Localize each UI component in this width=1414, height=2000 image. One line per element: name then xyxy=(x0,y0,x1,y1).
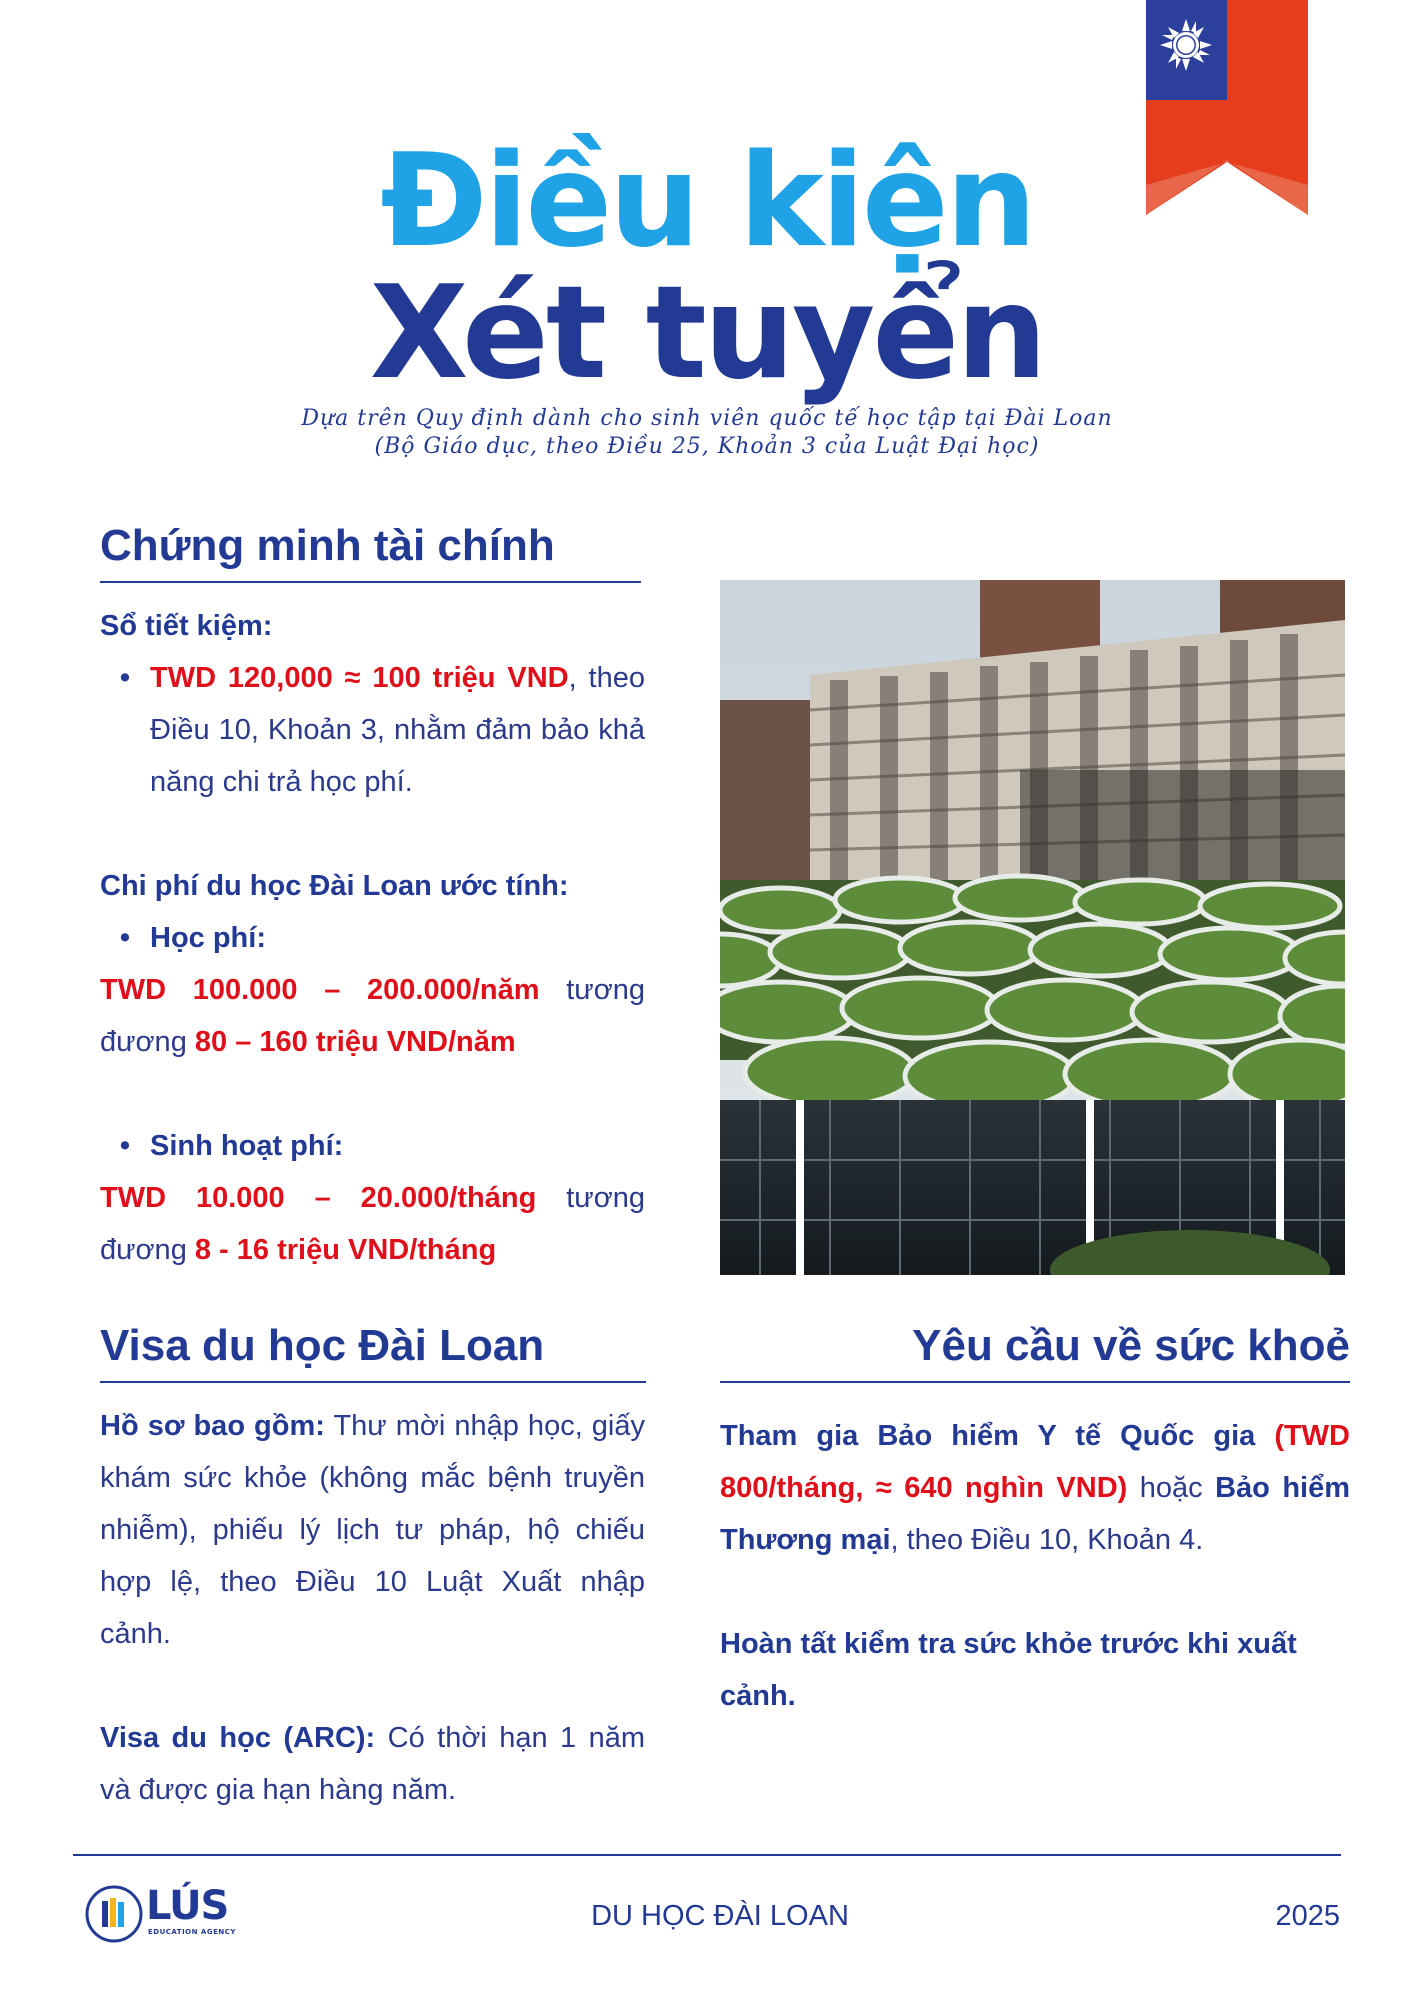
campus-building-photo xyxy=(720,580,1345,1275)
footer-year: 2025 xyxy=(1275,1900,1340,1932)
health-body xyxy=(720,1410,1350,1722)
finance-divider xyxy=(100,581,641,583)
finance-heading: Chứng minh tài chính xyxy=(100,521,555,570)
cost-label: Chi phí du học Đài Loan ước tính: xyxy=(100,870,569,902)
health-p1-bold1: Tham gia Bảo hiểm Y tế Quốc gia xyxy=(720,1420,1275,1452)
visa-arc-label: Visa du học (ARC): xyxy=(100,1722,376,1754)
visa-docs-label: Hồ sơ bao gồm: xyxy=(100,1410,325,1442)
visa-arc-text: Có thời hạn 1 năm và được gia hạn hàng năm. xyxy=(100,1722,646,1806)
tuition-label: Học phí: xyxy=(150,922,266,954)
health-p1-rest: , theo Điều 10, Khoản 4. xyxy=(890,1524,1204,1556)
health-heading: Yêu cầu về sức khoẻ xyxy=(912,1321,1350,1370)
savings-text xyxy=(150,652,645,808)
living-amount: TWD 10.000 – 20.000/tháng xyxy=(100,1182,537,1214)
health-p1-bold2: Bảo hiểm Thương mại xyxy=(720,1472,1351,1556)
health-insurance xyxy=(720,1410,1350,1566)
visa-body xyxy=(100,1400,645,1816)
visa-arc xyxy=(100,1712,645,1816)
tuition-text xyxy=(100,964,645,1068)
finance-body xyxy=(100,600,645,1276)
living-label: Sinh hoạt phí: xyxy=(150,1130,344,1162)
bullet-icon: • xyxy=(119,922,131,954)
visa-heading: Visa du học Đài Loan xyxy=(100,1321,545,1370)
health-p1-or: hoặc xyxy=(1127,1472,1216,1504)
bullet-icon: • xyxy=(119,1130,131,1162)
visa-docs xyxy=(100,1400,645,1660)
subtitle-line-1: Dựa trên Quy định dành cho sinh viên quốc tế học tập tại Đài Loan xyxy=(301,406,1113,431)
health-p1-red: (TWD 800/tháng, ≈ 640 nghìn VND) xyxy=(720,1420,1350,1504)
bullet-icon: • xyxy=(119,662,131,694)
subtitle-line-2: (Bộ Giáo dục, theo Điều 25, Khoản 3 của Luật Đại học) xyxy=(374,434,1040,459)
tuition-amount: TWD 100.000 – 200.000/năm xyxy=(100,974,540,1006)
tuition-vnd: 80 – 160 triệu VND/năm xyxy=(194,1026,516,1058)
logo-subtext: EDUCATION AGENCY xyxy=(148,1928,236,1936)
lus-logo-icon xyxy=(84,1884,144,1944)
page-title-line-1: Điều kiện xyxy=(380,127,1034,276)
footer-divider xyxy=(73,1854,1341,1856)
visa-divider xyxy=(100,1381,646,1383)
health-divider xyxy=(720,1381,1350,1383)
logo-text: LÚS xyxy=(146,1883,229,1929)
lus-logo xyxy=(84,1884,264,1944)
savings-rest: , theo Điều 10, Khoản 3, nhằm đảm bảo khả năng chi trả học phí. xyxy=(150,662,646,798)
living-equiv: tương đương xyxy=(100,1182,645,1266)
living-vnd: 8 - 16 triệu VND/tháng xyxy=(194,1234,497,1266)
savings-bullet xyxy=(100,652,645,808)
living-text xyxy=(100,1172,645,1276)
living-bullet xyxy=(100,1120,645,1172)
savings-label: Sổ tiết kiệm: xyxy=(100,610,273,642)
page-title-line-2: Xét tuyển xyxy=(369,259,1045,408)
tuition-equiv: tương đương xyxy=(100,974,645,1058)
health-checkup: Hoàn tất kiểm tra sức khỏe trước khi xuất cảnh. xyxy=(720,1628,1297,1712)
savings-amount: TWD 120,000 ≈ 100 triệu VND xyxy=(150,662,569,694)
tuition-bullet xyxy=(100,912,645,964)
footer-center-text: DU HỌC ĐÀI LOAN xyxy=(591,1900,849,1932)
visa-docs-text: Thư mời nhập học, giấy khám sức khỏe (không mắc bệnh truyền nhiễm), phiếu lý lịch tư pháp, hộ chiếu hợp lệ, theo Điều 10 Luật Xuất nhập cảnh. xyxy=(100,1410,645,1650)
